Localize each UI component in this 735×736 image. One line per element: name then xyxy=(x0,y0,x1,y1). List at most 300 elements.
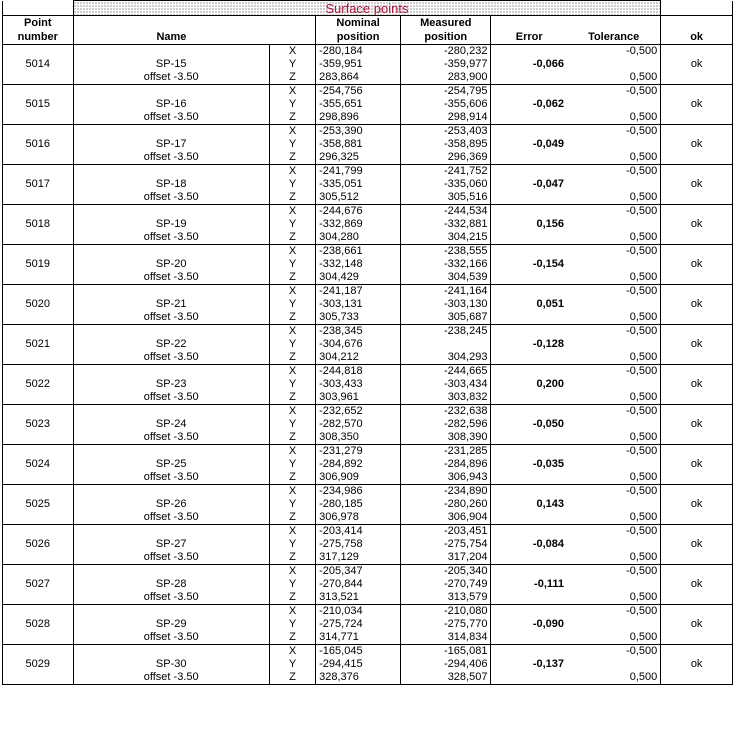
table-row xyxy=(3,418,733,431)
nominal-value: -253,390 xyxy=(316,125,401,139)
ok-status xyxy=(661,285,733,299)
axis-label: Z xyxy=(269,311,315,325)
nominal-value: 317,129 xyxy=(316,551,401,565)
name-empty xyxy=(73,125,269,139)
table-row xyxy=(3,231,733,245)
measured-value: 314,834 xyxy=(401,631,491,645)
point-number: 5019 xyxy=(3,258,74,271)
axis-label: X xyxy=(269,405,315,419)
error-value xyxy=(491,405,567,419)
point-number xyxy=(3,111,74,125)
table-row xyxy=(3,658,733,671)
table-row xyxy=(3,338,733,351)
name-empty xyxy=(73,445,269,459)
tolerance-value xyxy=(567,138,661,151)
axis-label: Z xyxy=(269,591,315,605)
header-ok-top xyxy=(661,16,733,31)
tolerance-value xyxy=(567,338,661,351)
point-number xyxy=(3,445,74,459)
ok-status xyxy=(661,191,733,205)
ok-status xyxy=(661,45,733,59)
tolerance-value xyxy=(567,418,661,431)
axis-label: X xyxy=(269,165,315,179)
table-row xyxy=(3,71,733,85)
point-number xyxy=(3,45,74,59)
measured-value: 328,507 xyxy=(401,671,491,685)
table-row xyxy=(3,591,733,605)
axis-label: Z xyxy=(269,151,315,165)
point-number xyxy=(3,645,74,659)
error-value xyxy=(491,365,567,379)
ok-status xyxy=(661,391,733,405)
axis-label: Y xyxy=(269,458,315,471)
point-name: SP-19 xyxy=(155,218,187,230)
axis-label: X xyxy=(269,245,315,259)
point-number xyxy=(3,85,74,99)
header-nominal-line2: position xyxy=(316,30,401,45)
table-row xyxy=(3,498,733,511)
axis-label: X xyxy=(269,85,315,99)
axis-label: X xyxy=(269,485,315,499)
nominal-value: -232,652 xyxy=(316,405,401,419)
nominal-value: -241,187 xyxy=(316,285,401,299)
point-number xyxy=(3,325,74,339)
measured-value: -270,749 xyxy=(401,578,491,591)
tolerance-value: -0,500 xyxy=(567,245,661,259)
axis-label: Y xyxy=(269,578,315,591)
error-value xyxy=(491,631,567,645)
error-value: -0,050 xyxy=(532,418,565,430)
ok-status: ok xyxy=(661,418,733,431)
nominal-value: -203,414 xyxy=(316,525,401,539)
axis-label: Y xyxy=(269,58,315,71)
ok-status xyxy=(661,631,733,645)
nominal-value: 306,909 xyxy=(316,471,401,485)
table-row xyxy=(3,471,733,485)
point-name: SP-17 xyxy=(155,138,187,150)
tolerance-value: -0,500 xyxy=(567,85,661,99)
nominal-value: 313,521 xyxy=(316,591,401,605)
nominal-value: 305,733 xyxy=(316,311,401,325)
ok-status xyxy=(661,431,733,445)
measured-value: 308,390 xyxy=(401,431,491,445)
measured-value: 306,943 xyxy=(401,471,491,485)
axis-label: Z xyxy=(269,351,315,365)
error-value xyxy=(491,151,567,165)
tolerance-value xyxy=(567,658,661,671)
error-value xyxy=(491,551,567,565)
error-value: -0,047 xyxy=(532,178,565,190)
nominal-value: 304,429 xyxy=(316,271,401,285)
nominal-value: -244,818 xyxy=(316,365,401,379)
measured-value: -355,606 xyxy=(401,98,491,111)
measured-value: 306,904 xyxy=(401,511,491,525)
ok-status xyxy=(661,511,733,525)
point-offset: offset -3.50 xyxy=(73,551,269,565)
tolerance-value: 0,500 xyxy=(567,71,661,85)
nominal-value: -284,892 xyxy=(316,458,401,471)
error-value: 0,143 xyxy=(536,498,565,510)
point-number xyxy=(3,591,74,605)
nominal-value: -304,676 xyxy=(316,338,401,351)
error-value: 0,200 xyxy=(536,378,565,390)
error-value xyxy=(491,431,567,445)
ok-status: ok xyxy=(661,58,733,71)
nominal-value: -241,799 xyxy=(316,165,401,179)
error-value xyxy=(491,471,567,485)
tolerance-value: 0,500 xyxy=(567,191,661,205)
error-value: -0,049 xyxy=(532,138,565,150)
error-value: 0,156 xyxy=(536,218,565,230)
point-number xyxy=(3,431,74,445)
axis-label: Y xyxy=(269,258,315,271)
ok-status xyxy=(661,205,733,219)
point-number xyxy=(3,551,74,565)
tolerance-value xyxy=(567,378,661,391)
axis-label: Y xyxy=(269,658,315,671)
name-empty xyxy=(73,85,269,99)
error-value xyxy=(491,391,567,405)
point-offset: offset -3.50 xyxy=(73,151,269,165)
tolerance-value xyxy=(567,178,661,191)
point-number xyxy=(3,605,74,619)
tolerance-value: -0,500 xyxy=(567,445,661,459)
point-number xyxy=(3,285,74,299)
point-number xyxy=(3,165,74,179)
tolerance-value: 0,500 xyxy=(567,671,661,685)
ok-status: ok xyxy=(661,338,733,351)
point-name: SP-27 xyxy=(155,538,187,550)
title-spacer-left xyxy=(3,1,74,16)
nominal-value: 305,512 xyxy=(316,191,401,205)
axis-label: Z xyxy=(269,71,315,85)
measured-value: -254,795 xyxy=(401,85,491,99)
ok-status: ok xyxy=(661,578,733,591)
point-number: 5022 xyxy=(3,378,74,391)
nominal-value: -238,345 xyxy=(316,325,401,339)
error-value: -0,062 xyxy=(532,98,565,110)
nominal-value: -205,347 xyxy=(316,565,401,579)
ok-status xyxy=(661,71,733,85)
tolerance-value: -0,500 xyxy=(567,645,661,659)
nominal-value: 314,771 xyxy=(316,631,401,645)
tolerance-value: -0,500 xyxy=(567,405,661,419)
error-value xyxy=(491,165,567,179)
error-value: -0,137 xyxy=(532,658,565,670)
point-offset: offset -3.50 xyxy=(73,671,269,685)
measured-value: 298,914 xyxy=(401,111,491,125)
point-number xyxy=(3,485,74,499)
table-row xyxy=(3,538,733,551)
point-number xyxy=(3,525,74,539)
axis-label: Z xyxy=(269,471,315,485)
table-row xyxy=(3,218,733,231)
axis-label: Y xyxy=(269,418,315,431)
nominal-value: 304,212 xyxy=(316,351,401,365)
table-row xyxy=(3,565,733,579)
point-offset: offset -3.50 xyxy=(73,511,269,525)
measured-value: -165,081 xyxy=(401,645,491,659)
header-error-top xyxy=(491,16,567,31)
axis-label: Y xyxy=(269,218,315,231)
error-value xyxy=(491,605,567,619)
nominal-value: -210,034 xyxy=(316,605,401,619)
point-number: 5018 xyxy=(3,218,74,231)
table-row xyxy=(3,605,733,619)
tolerance-value xyxy=(567,298,661,311)
table-row xyxy=(3,351,733,365)
point-number: 5024 xyxy=(3,458,74,471)
ok-status: ok xyxy=(661,298,733,311)
tolerance-value xyxy=(567,498,661,511)
table-row xyxy=(3,271,733,285)
table-row xyxy=(3,645,733,659)
point-number xyxy=(3,405,74,419)
table-row xyxy=(3,431,733,445)
measured-value: 305,516 xyxy=(401,191,491,205)
nominal-value: -165,045 xyxy=(316,645,401,659)
ok-status: ok xyxy=(661,658,733,671)
tolerance-value xyxy=(567,58,661,71)
error-value xyxy=(491,351,567,365)
ok-status: ok xyxy=(661,458,733,471)
name-empty xyxy=(73,405,269,419)
ok-status xyxy=(661,645,733,659)
measured-value: -253,403 xyxy=(401,125,491,139)
error-value: -0,154 xyxy=(532,258,565,270)
point-name: SP-21 xyxy=(155,298,187,310)
nominal-value: 298,896 xyxy=(316,111,401,125)
point-number xyxy=(3,511,74,525)
measured-value: -280,260 xyxy=(401,498,491,511)
table-row xyxy=(3,178,733,191)
measured-value: -332,881 xyxy=(401,218,491,231)
ok-status xyxy=(661,445,733,459)
axis-label: X xyxy=(269,645,315,659)
ok-status xyxy=(661,551,733,565)
measured-value: -282,596 xyxy=(401,418,491,431)
ok-status: ok xyxy=(661,498,733,511)
axis-label: Z xyxy=(269,511,315,525)
axis-label: X xyxy=(269,565,315,579)
tolerance-value xyxy=(567,618,661,631)
nominal-value: -275,758 xyxy=(316,538,401,551)
tolerance-value: 0,500 xyxy=(567,151,661,165)
tolerance-value: 0,500 xyxy=(567,511,661,525)
ok-status: ok xyxy=(661,538,733,551)
error-value xyxy=(491,85,567,99)
point-name: SP-23 xyxy=(155,378,187,390)
ok-status xyxy=(661,365,733,379)
measured-value: 317,204 xyxy=(401,551,491,565)
axis-label: X xyxy=(269,605,315,619)
axis-label: Y xyxy=(269,618,315,631)
tolerance-value: -0,500 xyxy=(567,125,661,139)
measured-value: 305,687 xyxy=(401,311,491,325)
tolerance-value xyxy=(567,458,661,471)
name-empty xyxy=(73,485,269,499)
point-number xyxy=(3,311,74,325)
measured-value: 304,539 xyxy=(401,271,491,285)
name-empty xyxy=(73,245,269,259)
axis-label: Z xyxy=(269,231,315,245)
measured-value: -294,406 xyxy=(401,658,491,671)
header-name: Name xyxy=(73,30,269,45)
table-body xyxy=(3,1,733,685)
point-number xyxy=(3,631,74,645)
ok-status: ok xyxy=(661,98,733,111)
error-value xyxy=(491,45,567,59)
measured-value: -241,164 xyxy=(401,285,491,299)
tolerance-value: -0,500 xyxy=(567,285,661,299)
error-value xyxy=(491,191,567,205)
point-offset: offset -3.50 xyxy=(73,191,269,205)
point-number: 5021 xyxy=(3,338,74,351)
tolerance-value: 0,500 xyxy=(567,231,661,245)
table-row xyxy=(3,85,733,99)
measured-value: -275,770 xyxy=(401,618,491,631)
name-empty xyxy=(73,325,269,339)
point-number: 5028 xyxy=(3,618,74,631)
nominal-value: 304,280 xyxy=(316,231,401,245)
table-row xyxy=(3,485,733,499)
axis-label: Z xyxy=(269,551,315,565)
header-tolerance-top xyxy=(567,16,661,31)
axis-label: X xyxy=(269,45,315,59)
nominal-value: -280,184 xyxy=(316,45,401,59)
name-empty xyxy=(73,205,269,219)
point-number xyxy=(3,471,74,485)
table-row xyxy=(3,98,733,111)
nominal-value: -335,051 xyxy=(316,178,401,191)
table-row xyxy=(3,191,733,205)
tolerance-value xyxy=(567,578,661,591)
nominal-value: -303,131 xyxy=(316,298,401,311)
axis-label: Z xyxy=(269,671,315,685)
header-point-line1: Point xyxy=(3,16,74,31)
point-offset: offset -3.50 xyxy=(73,231,269,245)
measured-value: -231,285 xyxy=(401,445,491,459)
error-value xyxy=(491,671,567,685)
measured-value: -335,060 xyxy=(401,178,491,191)
point-number: 5025 xyxy=(3,498,74,511)
point-name: SP-22 xyxy=(155,338,187,350)
tolerance-value: 0,500 xyxy=(567,351,661,365)
surface-points-table xyxy=(2,0,733,685)
ok-status xyxy=(661,111,733,125)
point-offset: offset -3.50 xyxy=(73,271,269,285)
tolerance-value: -0,500 xyxy=(567,45,661,59)
point-offset: offset -3.50 xyxy=(73,111,269,125)
ok-status xyxy=(661,325,733,339)
point-name: SP-30 xyxy=(155,658,187,670)
header-row-1 xyxy=(3,16,733,31)
axis-label: X xyxy=(269,205,315,219)
tolerance-value: 0,500 xyxy=(567,631,661,645)
axis-label: Y xyxy=(269,498,315,511)
axis-label: Z xyxy=(269,431,315,445)
measured-value xyxy=(401,338,491,351)
nominal-value: 283,864 xyxy=(316,71,401,85)
ok-status xyxy=(661,151,733,165)
point-number: 5020 xyxy=(3,298,74,311)
measured-value: -359,977 xyxy=(401,58,491,71)
ok-status xyxy=(661,231,733,245)
tolerance-value: -0,500 xyxy=(567,325,661,339)
axis-label: Y xyxy=(269,298,315,311)
measured-value: 313,579 xyxy=(401,591,491,605)
point-name: SP-29 xyxy=(155,618,187,630)
ok-status: ok xyxy=(661,178,733,191)
tolerance-value: 0,500 xyxy=(567,311,661,325)
error-value xyxy=(491,445,567,459)
nominal-value: -359,951 xyxy=(316,58,401,71)
point-name: SP-16 xyxy=(155,98,187,110)
error-value: -0,084 xyxy=(532,538,565,550)
point-number xyxy=(3,351,74,365)
point-offset: offset -3.50 xyxy=(73,471,269,485)
point-name: SP-24 xyxy=(155,418,187,430)
error-value xyxy=(491,591,567,605)
tolerance-value xyxy=(567,258,661,271)
measured-value: -234,890 xyxy=(401,485,491,499)
nominal-value: 303,961 xyxy=(316,391,401,405)
point-name: SP-18 xyxy=(155,178,187,190)
header-axis xyxy=(269,30,315,45)
axis-label: X xyxy=(269,365,315,379)
axis-label: Y xyxy=(269,378,315,391)
tolerance-value: 0,500 xyxy=(567,271,661,285)
table-row xyxy=(3,111,733,125)
measured-value: -280,232 xyxy=(401,45,491,59)
table-row xyxy=(3,45,733,59)
nominal-value: -238,661 xyxy=(316,245,401,259)
nominal-value: -280,185 xyxy=(316,498,401,511)
point-offset: offset -3.50 xyxy=(73,311,269,325)
measured-value: -332,166 xyxy=(401,258,491,271)
tolerance-value: 0,500 xyxy=(567,111,661,125)
axis-label: Z xyxy=(269,631,315,645)
tolerance-value: 0,500 xyxy=(567,471,661,485)
point-offset: offset -3.50 xyxy=(73,631,269,645)
header-ok: ok xyxy=(661,30,733,45)
ok-status xyxy=(661,565,733,579)
measured-value: -210,080 xyxy=(401,605,491,619)
nominal-value: -270,844 xyxy=(316,578,401,591)
error-value xyxy=(491,271,567,285)
ok-status xyxy=(661,351,733,365)
error-value: -0,035 xyxy=(532,458,565,470)
ok-status: ok xyxy=(661,258,733,271)
tolerance-value: -0,500 xyxy=(567,205,661,219)
tolerance-value: -0,500 xyxy=(567,525,661,539)
ok-status: ok xyxy=(661,218,733,231)
error-value xyxy=(491,285,567,299)
point-name: SP-25 xyxy=(155,458,187,470)
axis-label: X xyxy=(269,325,315,339)
nominal-value: -332,148 xyxy=(316,258,401,271)
axis-label: Y xyxy=(269,538,315,551)
name-empty xyxy=(73,365,269,379)
nominal-value: 306,978 xyxy=(316,511,401,525)
tolerance-value: -0,500 xyxy=(567,565,661,579)
point-number xyxy=(3,205,74,219)
axis-label: X xyxy=(269,525,315,539)
point-number xyxy=(3,191,74,205)
point-number: 5026 xyxy=(3,538,74,551)
table-row xyxy=(3,445,733,459)
point-number xyxy=(3,365,74,379)
